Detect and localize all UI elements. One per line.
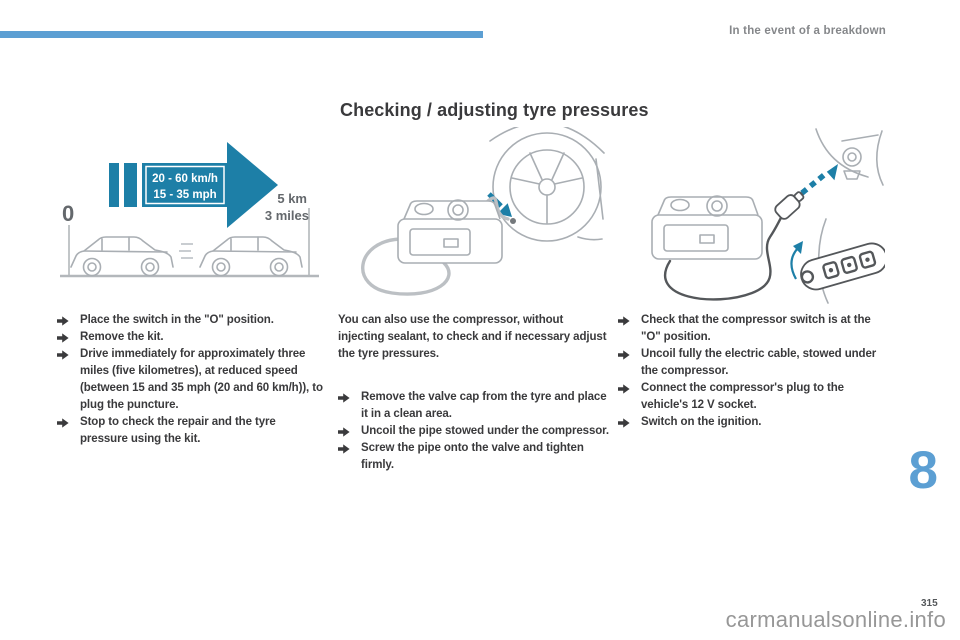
- key-fob-illustration: [797, 240, 885, 293]
- list-item: [618, 380, 888, 414]
- list-item: [618, 414, 888, 431]
- page-title: Checking / adjusting tyre pressures: [340, 100, 649, 120]
- step-text: Remove the valve cap from the tyre and place it in a clean area.: [361, 391, 607, 420]
- compressor-illustration: [398, 200, 502, 263]
- list-item: [338, 423, 610, 440]
- intro-paragraph: You can also use the compressor, without injecting sealant, to check and if necessary adjust the tyre pressures.: [338, 314, 607, 360]
- compressor-power-illustration: [620, 127, 885, 305]
- step-text: Switch on the ignition.: [641, 416, 762, 428]
- tyre-valve: [510, 218, 516, 224]
- pointer-arrow-icon: [57, 346, 80, 360]
- distance-speed-diagram: [57, 130, 322, 290]
- step-text: Uncoil the pipe stowed under the compressor.: [361, 425, 610, 437]
- step-text: Screw the pipe onto the valve and tighten firmly.: [361, 442, 584, 471]
- step-text: Remove the kit.: [80, 331, 164, 343]
- speed-arrow-icon: [109, 142, 278, 228]
- list-item: [618, 312, 888, 346]
- compressor-tyre-illustration: [340, 127, 605, 305]
- step-text: Connect the compressor's plug to the vehicle's 12 V socket.: [641, 382, 844, 411]
- car-end-illustration: [200, 237, 302, 276]
- bullet-list: [618, 312, 888, 431]
- watermark: carmanualsonline.info: [725, 607, 946, 632]
- pointer-arrow-icon: [57, 414, 80, 428]
- pointer-arrow-icon: [338, 423, 361, 437]
- list-item: [338, 389, 610, 423]
- start-label: 0: [62, 201, 75, 226]
- plug-direction-arrow-icon: [802, 164, 838, 193]
- car-start-illustration: [71, 237, 173, 276]
- pointer-arrow-icon: [618, 380, 641, 394]
- step-text: Check that the compressor switch is at the "O" position.: [641, 314, 871, 343]
- distance-miles-label: 3 miles: [264, 208, 309, 223]
- list-item: [57, 346, 325, 414]
- pointer-arrow-icon: [338, 440, 361, 454]
- list-item: [57, 329, 325, 346]
- column-compressor-setup: [618, 312, 888, 431]
- distance-km-label: 5 km: [277, 191, 307, 206]
- speed-kmh-label: 20 - 60 km/h: [152, 173, 218, 185]
- pointer-arrow-icon: [57, 329, 80, 343]
- pointer-arrow-icon: [618, 346, 641, 360]
- pointer-arrow-icon: [57, 312, 80, 326]
- page-number: 315: [921, 598, 938, 609]
- step-text: Stop to check the repair and the tyre pressure using the kit.: [80, 416, 276, 445]
- chapter-number: 8: [908, 441, 938, 500]
- list-item: [618, 346, 888, 380]
- header-accent-bar: [0, 31, 483, 38]
- step-text: Place the switch in the "O" position.: [80, 314, 274, 326]
- column-repair-steps: [57, 312, 325, 448]
- pointer-arrow-icon: [618, 414, 641, 428]
- column-pressure-check: [338, 312, 610, 474]
- list-item: [57, 414, 325, 448]
- speed-mph-label: 15 - 35 mph: [153, 189, 217, 201]
- step-text: Drive immediately for approximately three miles (five kilometres), at reduced speed (between 15 and 35 mph (20 and 60 km/h)), to plug the puncture.: [80, 348, 323, 411]
- motion-lines: [179, 244, 193, 258]
- pointer-arrow-icon: [618, 312, 641, 326]
- compressor-illustration: [652, 196, 762, 259]
- list-item: [338, 440, 610, 474]
- step-text: Uncoil fully the electric cable, stowed under the compressor.: [641, 348, 877, 377]
- wheel-illustration: [493, 133, 601, 241]
- pointer-arrow-icon: [338, 389, 361, 403]
- section-title: In the event of a breakdown: [729, 25, 886, 37]
- bullet-list: [57, 312, 325, 448]
- bullet-list: [338, 389, 610, 474]
- list-item: [57, 312, 325, 329]
